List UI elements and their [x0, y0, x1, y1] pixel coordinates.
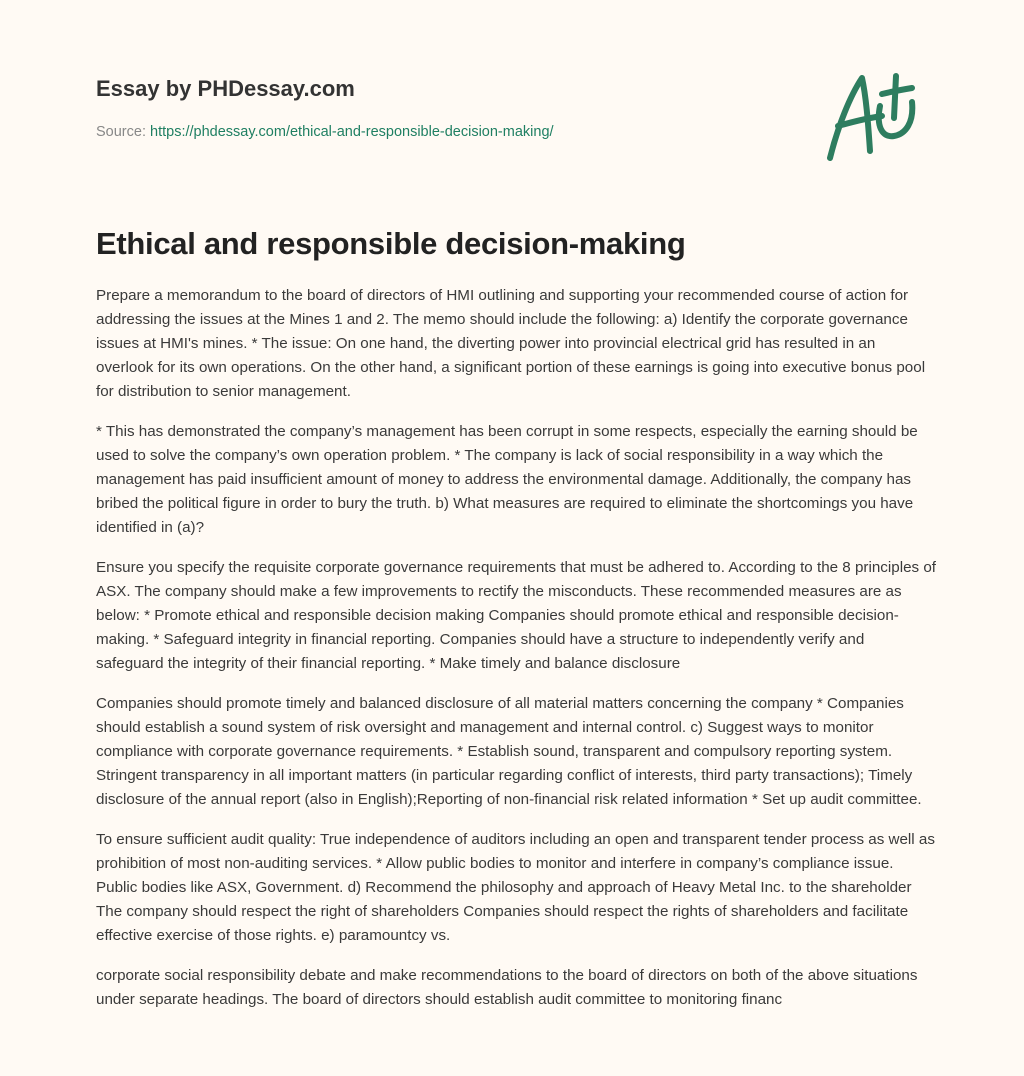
paragraph: To ensure sufficient audit quality: True independence of auditors including an open and transparent tender process as well as prohibition of most non-auditing services. * Allow public bodies to monitor and interfere in company’s compliance issue. Public bodies like ASX, Government. d) Recommend the philosophy and approach of Heavy Metal Inc. to the shareholder The company should respect the right of shareholders Companies should respect the rights of shareholders and facilitate effective exercise of those rights. e) paramountcy vs. [96, 831, 935, 944]
source-line [96, 124, 554, 140]
paragraph: Ensure you specify the requisite corporate governance requirements that must be adhered to. According to the 8 principles of ASX. The company should make a few improvements to rectify the misconducts. These recommended measures are as below: * Promote ethical and responsible decision making Companies should promote ethical and responsible decision-making. * Safeguard integrity in financial reporting. Companies should have a structure to independently verify and safeguard the integrity of their financial reporting. * Make timely and balance disclosure [96, 559, 937, 672]
essay-body [96, 284, 936, 1028]
a-plus-logo-icon [820, 66, 930, 166]
paragraph: Companies should promote timely and balanced disclosure of all material matters concerning the company * Companies should establish a sound system of risk oversight and management and internal control. c) Suggest ways to monitor compliance with corporate governance requirements. * Establish sound, transparent and compulsory reporting system. Stringent transparency in all important matters (in particular regarding conflict of interests, third party transactions); Timely disclosure of the annual report (also in English);Reporting of non-financial risk related information * Set up audit committee. [96, 695, 922, 808]
paragraph: Prepare a memorandum to the board of directors of HMI outlining and supporting your recommended course of action for addressing the issues at the Mines 1 and 2. The memo should include the following: a) Identify the corporate governance issues at HMI's mines. * The issue: On one hand, the diverting power into provincial electrical grid has resulted in an overlook for its own operations. On the other hand, a significant portion of these earnings is going into executive bonus pool for distribution to senior management. [96, 287, 926, 400]
essay-title: Ethical and responsible decision-making [96, 226, 686, 261]
source-label: Source: [96, 124, 146, 140]
essay-header [96, 76, 554, 140]
brand-title: Essay by PHDessay.com [96, 76, 355, 101]
paragraph: corporate social responsibility debate and make recommendations to the board of directors on both of the above situations under separate headings. The board of directors should establish audit committee to monitoring financ [96, 967, 918, 1008]
paragraph: * This has demonstrated the company’s management has been corrupt in some respects, especially the earning should be used to solve the company’s own operation problem. * The company is lack of social responsibility in a way which the management has paid insufficient amount of money to address the environmental damage. Additionally, the company has bribed the political figure in order to bury the truth. b) What measures are required to eliminate the shortcomings you have identified in (a)? [96, 423, 918, 536]
source-link[interactable]: https://phdessay.com/ethical-and-responsible-decision-making/ [150, 124, 554, 140]
